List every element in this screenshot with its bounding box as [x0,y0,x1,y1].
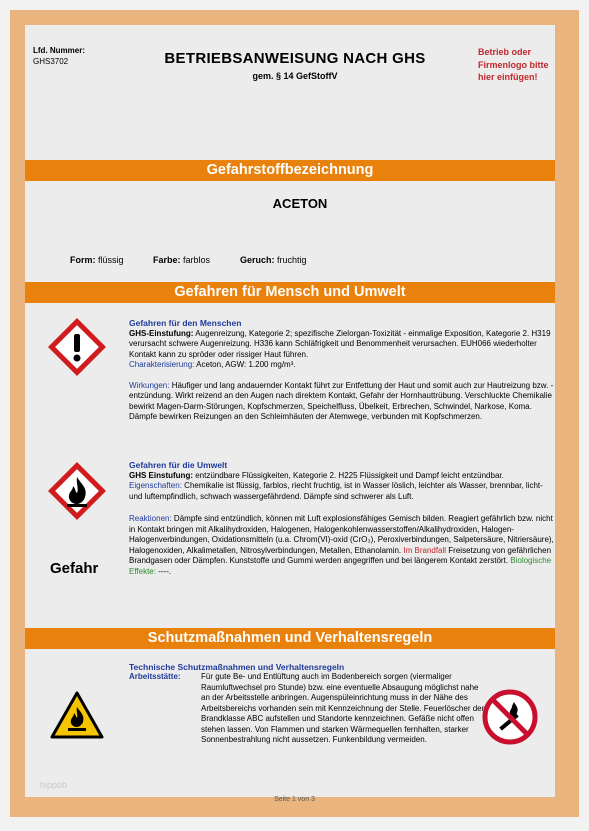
human-hazards-block [129,318,556,423]
human-hazards-heading: Gefahren für den Menschen [129,318,242,328]
prop-color-label: Farbe: [153,255,181,265]
fire-label: Im Brandfall [401,545,447,555]
env-hazards-block [129,460,556,577]
reactions-label: Reaktionen: [129,514,172,523]
prop-color-value: farblos [183,255,211,265]
flame-ghs-icon [48,462,106,520]
bio-label: Biologische Effekte: [129,556,552,576]
prop-smell-label: Geruch: [240,255,275,265]
lfd-label: Lfd. Nummer: [33,46,85,55]
effects-label: Wirkungen: [129,380,170,390]
measures-heading: Technische Schutzmaßnahmen und Verhaltensregeln [129,662,345,672]
prop-form-value: flüssig [98,255,124,265]
page-title: BETRIEBSANWEISUNG NACH GHS [164,50,426,67]
reactions-text: Dämpfe sind entzündlich, können mit Luft explosionsfähiges Gemisch bilden. Reagiert gefährlich bzw. nicht in Kontakt bringen mit Alkalihydroxiden, Halogenen, Halogenkohlenwasserstoffen/Alkalihydroxiden, Halogen-Halogenverbindungen, Oxidationsmitteln (u.a. Chrom(VI)-oxid (CrO₃), Peroxiverbindungen, Salpetersäure, Nitriersäure), Halogenoxiden, Alkalimetallen, Nitrosylverbindungen, Metallen, Ethanolamin. [129,514,554,555]
human-ghs-paragraph [129,329,556,361]
env-props-paragraph [129,481,556,502]
section-substance-band: Gefahrstoffbezeichnung [25,160,555,181]
effects-paragraph [129,381,556,423]
workplace-label: Arbeitsstätte: [129,672,181,681]
env-ghs-label: GHS Einstufung: [129,470,193,480]
effects-text: Häufiger und lang andauernder Kontakt führt zur Entfettung der Haut und somit auch zur Hautreizung bzw. -entzündung. Wirkt reizend an den Augen nach direktem Kontakt, Gefahr der Hornhauttrübung. Verschluckte Chemikalie bewirkt Magen-Darm-Störungen, Kopfschmerzen, Speichelfluss, Übelkeit, Erbrechen, Schwindel, Narkose, Koma. Dämpfe bewirken Reizungen an den Schleimhäuten der Atemwege, verbunden mit Kopfschmerzen. [129,380,554,421]
section-hazards-band: Gefahren für Mensch und Umwelt [25,282,555,303]
env-props-label: Eigenschaften: [129,481,182,490]
prop-color [153,255,210,265]
prop-smell [240,255,307,265]
env-hazards-heading: Gefahren für die Umwelt [129,460,228,470]
env-ghs-paragraph [129,471,556,482]
human-ghs-text: Augenreizung, Kategorie 2; spezifische Zielorgan-Toxizität - einmalige Exposition, Kategorie 2. H319 verursacht schwere Augenreizung. H336 kann Schläfrigkeit und Benommenheit verursachen. EUH066 wiederholter Kontakt kann zu spröder oder rissiger Haut führen. [129,328,551,359]
page-subtitle: gem. § 14 GefStoffV [252,71,338,81]
bio-text: ----. [155,566,172,576]
watermark: hippob [40,780,68,790]
workplace-text: Für gute Be- und Entlüftung auch im Bodenbereich sorgen (viermaliger Raumluftwechsel pro Stunde) bzw. eine eventuelle Absaugung möglichst nahe an der Arbeitsstelle anbringen. Augenspüleinrichtung muss in der Nähe des Arbeitsbereichs vorhanden sein mit Kennzeichnung der Stelle. Feuerlöscher der Brandklasse ABC aufstellen und Standorte kennzeichnen. Gefäße nicht offen stehen lassen. Von Flammen und starken Wärmequellen fernhalten, starker Sonnenbestrahlung nicht aussetzen. Funkenbildung vermeiden. [201,672,485,744]
prop-smell-value: fruchtig [277,255,307,265]
section-measures-band: Schutzmaßnahmen und Verhaltensregeln [25,628,555,649]
human-char-label: Charakterisierung: [129,360,195,369]
page-footer: Seite 1 von 3 [274,796,315,803]
prop-form-label: Form: [70,255,96,265]
fire-text: Freisetzung von gefährlichen Brandgasen oder Dämpfen. Kunststoffe und Gummi werden angegriffen und bei längerem Kontakt zerstört. [129,545,552,565]
exclamation-ghs-icon [48,318,106,376]
lfd-number-block [33,45,85,67]
reactions-paragraph [129,514,556,577]
measures-heading-block [129,662,556,673]
substance-name: ACETON [272,196,328,211]
logo-placeholder-note: Betrieb oder Firmenlogo bitte hier einfügen! [478,47,549,82]
signal-word: Gefahr [50,560,99,577]
human-ghs-label: GHS-Einstufung: [129,328,194,338]
human-char-text: Aceton, AGW: 1.200 mg/m³. [194,360,296,369]
env-props-text: Chemikalie ist flüssig, farblos, riecht fruchtig, ist in Wasser löslich, leichter als Wasser, brennbar, licht- und luftempfindlich, schwach wassergefährdend. Dämpfe sind schwerer als Luft. [129,481,543,501]
human-char-paragraph [129,360,556,371]
lfd-value: GHS3702 [33,57,69,66]
flammable-warning-icon [49,690,105,740]
no-fire-icon [481,688,539,746]
prop-form [70,255,124,265]
env-ghs-text: entzündbare Flüssigkeiten, Kategorie 2. H225 Flüssigkeit und Dampf leicht entzündbar. [193,470,504,480]
